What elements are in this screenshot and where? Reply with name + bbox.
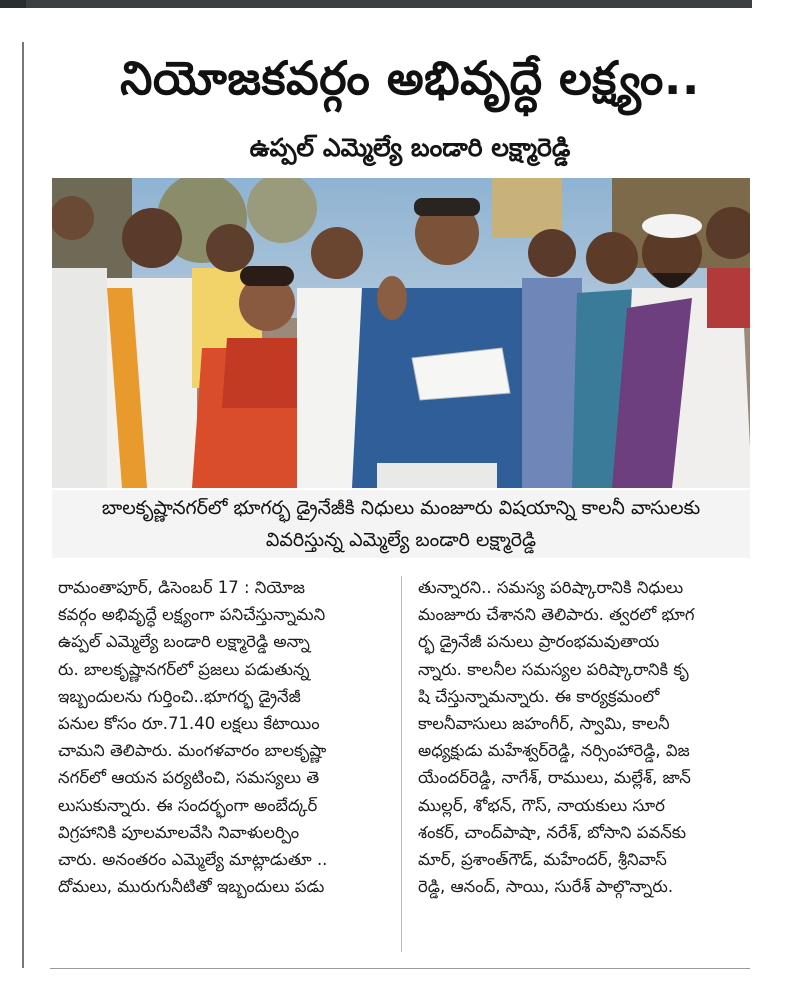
left-margin-rule bbox=[22, 42, 24, 968]
body-line: షి చేస్తున్నామన్నారు. ఈ కార్యక్రమంలో bbox=[418, 686, 660, 706]
body-line: రామంతాపూర్, డిసెంబర్ 17 : నియోజ bbox=[58, 578, 305, 597]
news-photo-illustration bbox=[52, 178, 750, 488]
body-line: కవర్గం అభివృద్ధే లక్ష్యంగా పనిచేస్తున్నామని bbox=[58, 605, 326, 625]
subheadline: ఉప్పల్ ఎమ్మెల్యే బండారి లక్ష్మారెడ్డి bbox=[249, 133, 571, 162]
body-line: పనుల కోసం రూ.71.40 లక్షలు కేటాయిం bbox=[58, 713, 320, 733]
body-line: నగర్‌లో ఆయన పర్యటించి, సమస్యలు తె bbox=[58, 768, 320, 788]
body-line: న్నారు. కాలనీల సమస్యల పరిష్కారానికి కృ bbox=[418, 659, 689, 679]
body-line: ఉప్పల్ ఎమ్మెల్యే బండారి లక్ష్మారెడ్డి అన్నా bbox=[58, 632, 310, 652]
caption-line-1: బాలకృష్ణానగర్‌లో భూగర్భ డ్రైనేజీకి నిధులు మంజూరు విషయాన్ని కాలనీ వాసులకు bbox=[101, 497, 701, 519]
body-line: శంకర్, చాంద్‌పాషా, నరేశ్, బోసాని పవన్‌కు bbox=[418, 822, 687, 842]
body-line: ముల్లర్, శోభన్, గౌస్, నాయకులు సూర bbox=[418, 795, 665, 815]
body-column-left bbox=[58, 574, 404, 900]
body-line: అధ్యక్షుడు మహేశ్వర్‌రెడ్డి, నర్సింహారెడ్డి, విజ bbox=[418, 741, 690, 761]
body-line: మంజూరు చేశానని తెలిపారు. త్వరలో భూగ bbox=[418, 605, 695, 625]
body-line: దోమలు, మురుగునీటితో ఇబ్బందులు పడు bbox=[58, 877, 325, 897]
photo-caption bbox=[52, 490, 750, 558]
body-line: రెడ్డి, ఆనంద్, సాయి, సురేశ్ పాల్గొన్నారు. bbox=[418, 877, 674, 897]
body-line: యేందర్‌రెడ్డి, నాగేశ్, రాములు, మల్లేశ్, జాన్ bbox=[418, 768, 691, 788]
body-line: చామని తెలిపారు. మంగళవారం బాలకృష్ణా bbox=[58, 741, 327, 761]
body-line: రు. బాలకృష్ణానగర్‌లో ప్రజలు పడుతున్న bbox=[58, 659, 310, 679]
body-line: తున్నారని.. సమస్య పరిష్కారానికి నిధులు bbox=[418, 578, 684, 597]
bottom-rule bbox=[50, 968, 750, 969]
news-photo bbox=[52, 178, 750, 488]
top-bar bbox=[0, 0, 752, 8]
body-line: లుసుకున్నారు. ఈ సందర్భంగా అంబేద్కర్ bbox=[58, 795, 318, 815]
body-line: చారు. అనంతరం ఎమ్మెల్యే మాట్లాడుతూ .. bbox=[58, 849, 328, 869]
body-line: ఇబ్బందులను గుర్తించి..భూగర్భ డ్రైనేజీ bbox=[58, 686, 301, 706]
column-divider bbox=[401, 576, 402, 952]
top-bar-accent bbox=[0, 0, 26, 8]
body-line: కాలనీవాసులు జహంగీర్, స్వామి, కాలనీ bbox=[418, 713, 670, 733]
caption-line-2: వివరిస్తున్న ఎమ్మెల్యే బండారి లక్ష్మారెడ్డి bbox=[265, 529, 537, 551]
body-column-right bbox=[418, 574, 764, 900]
body-line: మార్, ప్రశాంత్‌గౌడ్, మహేందర్, శ్రీనివాస్ bbox=[418, 849, 667, 869]
body-line: విగ్రహానికి పూలమాలవేసి నివాళులర్పిం bbox=[58, 822, 300, 842]
body-line: ర్భ డ్రైనేజీ పనులు ప్రారంభమవుతాయ bbox=[418, 632, 660, 652]
headline: నియోజకవర్గం అభివృద్ధే లక్ష్యం.. bbox=[120, 51, 700, 105]
